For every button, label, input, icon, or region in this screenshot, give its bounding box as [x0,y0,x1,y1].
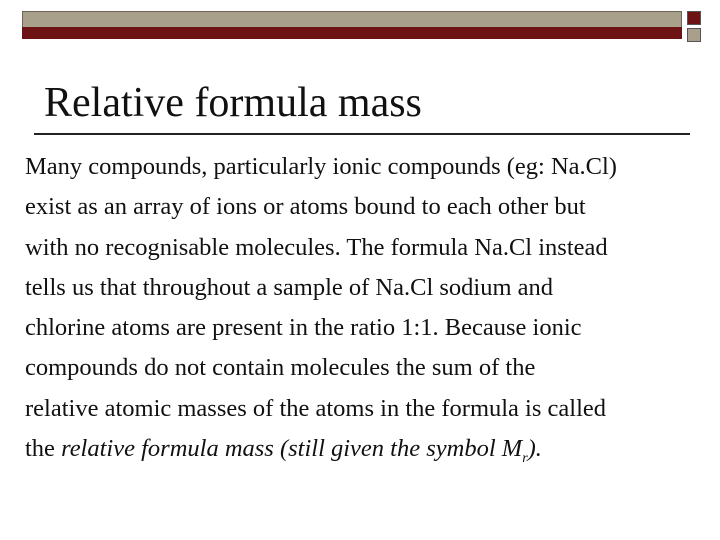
body-line: tells us that throughout a sample of Na.Cl sodium and [25,273,554,301]
body-line: with no recognisable molecules. The formula Na.Cl instead [25,233,608,261]
corner-square-dark [687,11,701,25]
last-line-lead: the [25,435,62,463]
slide-title: Relative formula mass [44,80,422,126]
slide-body [25,147,715,469]
top-bar-dark-stripe [22,27,682,39]
last-line-italic: relative formula mass (still given the symbol M [61,435,523,463]
last-line-tail: ). [527,435,542,463]
body-line: compounds do not contain molecules the sum of the [25,354,536,382]
body-line: exist as an array of ions or atoms bound to each other but [25,193,586,221]
body-line-last [25,429,715,469]
body-line: chlorine atoms are present in the ratio 1:1. Because ionic [25,314,582,342]
title-underline [34,133,690,135]
corner-square-light [687,28,701,42]
body-line: Many compounds, particularly ionic compounds (eg: Na.Cl) [25,153,617,180]
symbol-subscript: r [522,450,528,466]
decorative-top-bar [0,0,720,44]
body-line: relative atomic masses of the atoms in the formula is called [25,394,607,422]
